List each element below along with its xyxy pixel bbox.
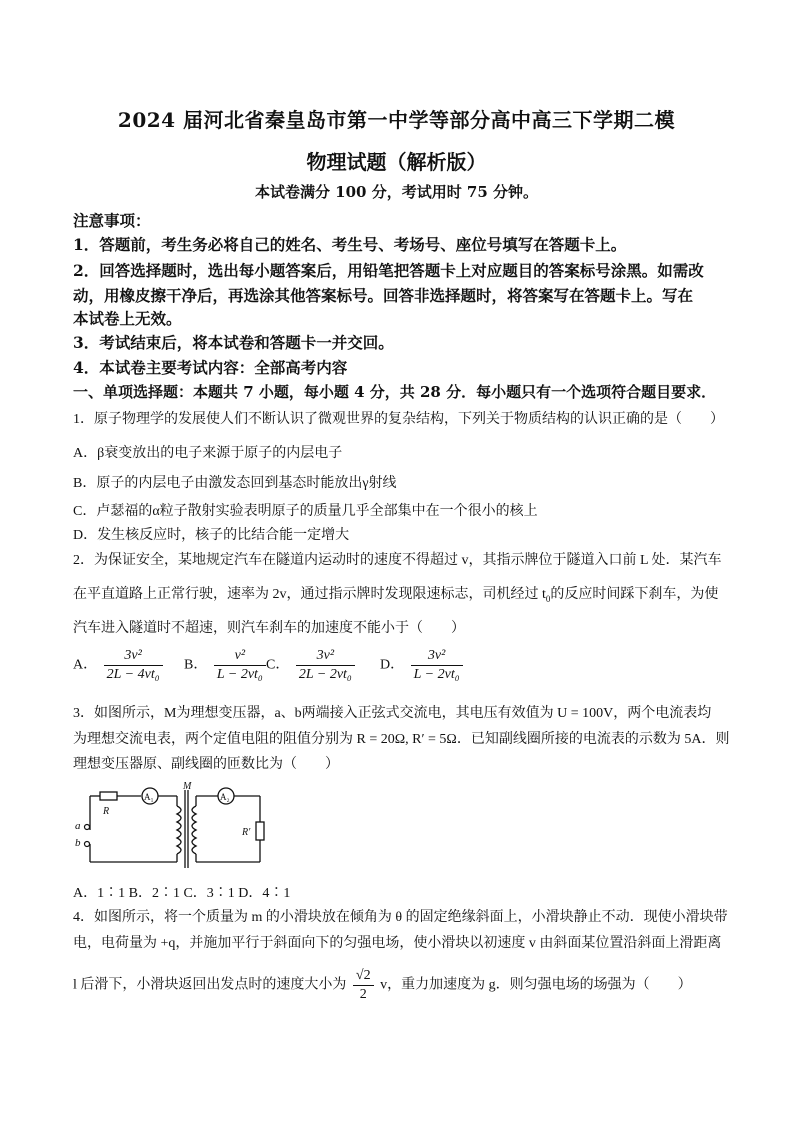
q2-option-c-numerator: 3v² (296, 648, 355, 666)
q3-options: A．1∶1 B．2∶1 C．3∶1 D．4∶1 (73, 886, 291, 901)
terminal-a-label: a (75, 820, 81, 832)
q1-option-b: B．原子的内层电子由激发态回到基态时能放出γ射线 (73, 476, 397, 491)
q2-option-c (266, 648, 358, 683)
transformer-circuit-diagram (73, 782, 273, 872)
exam-subtitle: 物理试题（解析版） (306, 150, 487, 174)
q2-option-c-fraction (296, 648, 355, 683)
q2-line1: 2．为保证安全，某地规定汽车在隧道内运动时的速度不得超过 v，其指示牌位于隧道入口前 L 处．某汽车 (73, 553, 722, 568)
q2-option-b-denominator: L − 2vt₀ (216, 667, 263, 682)
resistor-r-prime-label: R′ (242, 827, 251, 838)
ammeter-a2-label: A₂ (220, 792, 230, 802)
q1-option-a: A．β衰变放出的电子来源于原子的内层电子 (73, 446, 343, 461)
q2-line2-part1: 在平直道路上正常行驶，速率为 2v，通过指示牌时发现限速标志，司机经过 t (73, 587, 546, 602)
notice-item-3: 3．考试结束后，将本试卷和答题卡一并交回。 (73, 333, 394, 352)
ammeter-a1-label: A₁ (144, 792, 154, 802)
q2-option-b-numerator: v² (214, 648, 266, 666)
q1-option-c: C．卢瑟福的α粒子散射实验表明原子的质量几乎全部集中在一个很小的核上 (73, 504, 538, 519)
q4-line2: 电，电荷量为 +q，并施加平行于斜面向下的匀强电场，使小滑块以初速度 v 由斜面某位置沿斜面上滑距离 (73, 936, 722, 951)
q4-speed-fraction (353, 968, 374, 1003)
q2-option-c-label: C． (266, 657, 290, 673)
q2-line3: 汽车进入隧道时不超速，则汽车刹车的加速度不能小于（ ） (73, 621, 465, 636)
q2-option-d-label: D． (380, 657, 405, 673)
notice-item-2-line1: 2．回答选择题时，选出每小题答案后，用铅笔把答题卡上对应题目的答案标号涂黑。如需改 (73, 261, 704, 280)
q2-option-a (73, 648, 166, 683)
q2-option-d-fraction (411, 648, 463, 683)
notice-item-4: 4．本试卷主要考试内容：全部高考内容 (73, 358, 348, 377)
q4-fraction-numerator: √2 (353, 968, 374, 986)
q3-line2: 为理想交流电表，两个定值电阻的阻值分别为 R = 20Ω, R′ = 5Ω．已知副线圈所接的电流表的示数为 5A．则 (73, 732, 730, 747)
q2-option-a-denominator: 2L − 4vt₀ (106, 667, 160, 682)
q3-line1: 3．如图所示，M为理想变压器，a、b两端接入正弦式交流电，其电压有效值为 U = 100V，两个电流表均 (73, 706, 712, 721)
q2-option-a-label: A． (73, 657, 98, 673)
q2-option-a-numerator: 3v² (104, 648, 163, 666)
transformer-m-label: M (183, 782, 192, 792)
q4-line3-part1: l 后滑下，小滑块返回出发点时的速度大小为 (73, 977, 347, 993)
exam-info: 本试卷满分 100 分，考试用时 75 分钟。 (254, 183, 539, 201)
q2-option-b-fraction (214, 648, 266, 683)
q4-fraction-denominator: 2 (359, 987, 367, 1002)
resistor-r-label: R (103, 806, 110, 817)
q2-option-a-fraction (104, 648, 163, 683)
q4-line3-part2: v，重力加速度为 g．则匀强电场的场强为（ ） (380, 977, 692, 993)
exam-title: 2024 届河北省秦皇岛市第一中学等部分高中高三下学期二模 (117, 108, 676, 132)
q4-line1: 4．如图所示，将一个质量为 m 的小滑块放在倾角为 θ 的固定绝缘斜面上，小滑块静止不动．现使小滑块带 (73, 910, 728, 925)
q2-option-b (184, 648, 269, 683)
q2-option-d (380, 648, 466, 683)
q2-line2: 在平直道路上正常行驶，速率为 2v，通过指示牌时发现限速标志，司机经过 $t_0$的反应时间踩下刹车，为使 (73, 587, 719, 604)
q3-line3: 理想变压器原、副线圈的匝数比为（ ） (73, 757, 339, 772)
q2-option-d-numerator: 3v² (411, 648, 463, 666)
q2-line2-part2: 的反应时间踩下刹车，为使 (550, 587, 719, 602)
q4-line3 (73, 968, 692, 1003)
notice-item-2-line3: 本试卷上无效。 (73, 309, 182, 328)
notice-item-1: 1．答题前，考生务必将自己的姓名、考生号、考场号、座位号填写在答题卡上。 (73, 235, 627, 254)
q1-option-d: D．发生核反应时，核子的比结合能一定增大 (73, 528, 350, 543)
q2-option-d-denominator: L − 2vt₀ (413, 667, 460, 682)
terminal-b-label: b (75, 837, 81, 849)
q2-option-b-label: B． (184, 657, 208, 673)
q2-option-c-denominator: 2L − 2vt₀ (298, 667, 352, 682)
notice-heading: 注意事项： (73, 211, 151, 230)
notice-item-2-line2: 动，用橡皮擦干净后，再选涂其他答案标号。回答非选择题时，将答案写在答题卡上。写在 (73, 286, 694, 305)
section-heading: 一、单项选择题：本题共 7 小题，每小题 4 分，共 28 分．每小题只有一个选项符合题目要求． (73, 383, 717, 401)
q1-stem: 1．原子物理学的发展使人们不断认识了微观世界的复杂结构，下列关于物质结构的认识正确的是（ ） (73, 412, 724, 427)
